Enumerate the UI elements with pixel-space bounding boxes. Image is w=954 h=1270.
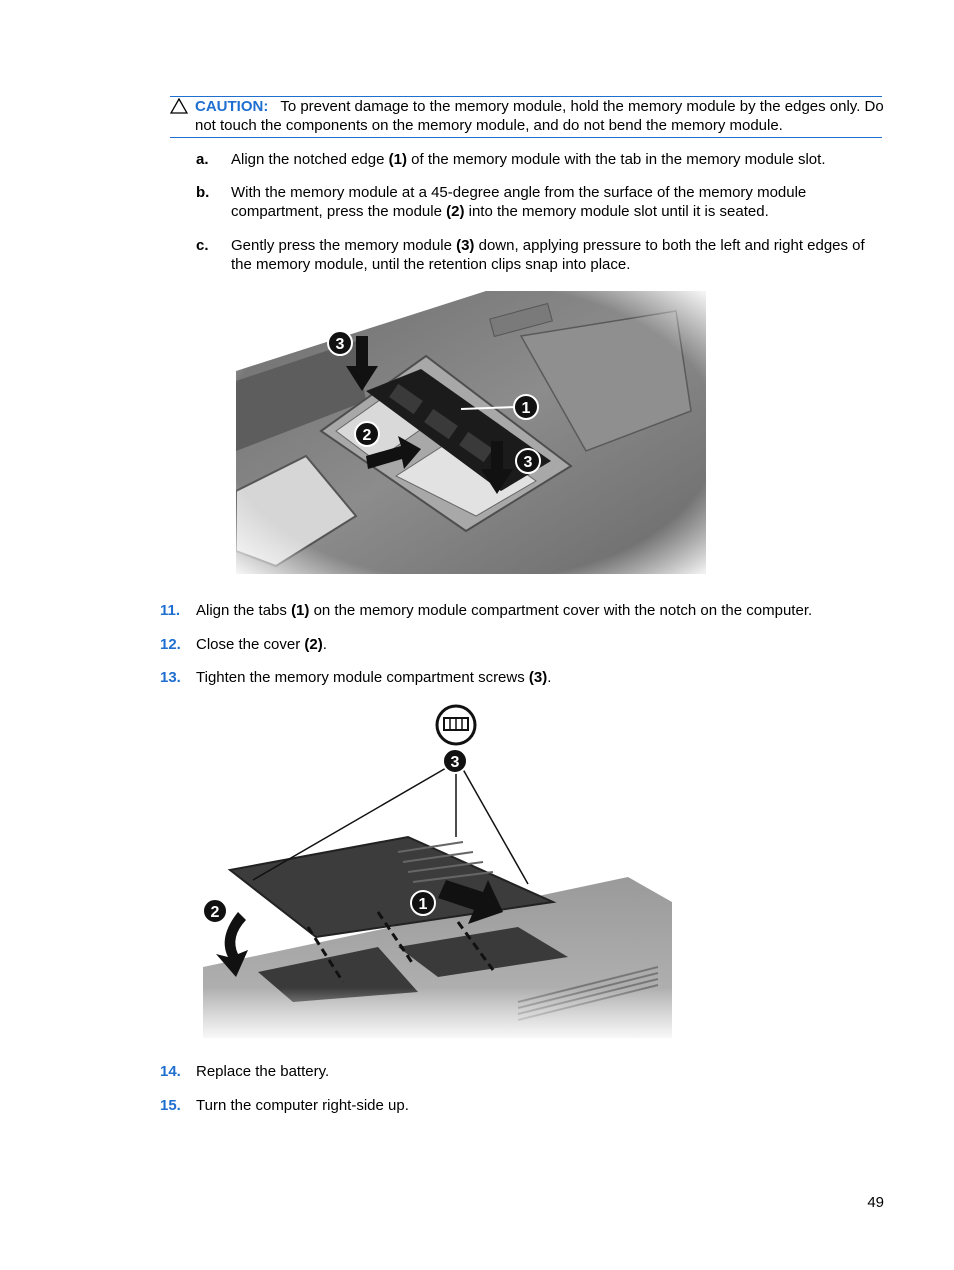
step-15 [160, 1096, 890, 1116]
compartment-cover-figure [198, 702, 672, 1038]
step-number: 15. [160, 1097, 181, 1114]
step-14 [160, 1062, 890, 1082]
step-number: 12. [160, 636, 181, 653]
step-text: Align the tabs (1) on the memory module compartment cover with the notch on the computer. [196, 602, 813, 619]
memory-module-install-figure [236, 291, 706, 574]
substep-c [196, 236, 886, 276]
substep-text: With the memory module at a 45-degree angle from the surface of the memory module compartment, press the module (2) into the memory module slot until it is seated. [231, 184, 807, 220]
step-number: 13. [160, 669, 181, 686]
substep-letter: b. [196, 184, 210, 201]
step-number: 14. [160, 1063, 181, 1080]
caution-box [170, 96, 882, 138]
caution-text [195, 97, 885, 135]
memory-module-install-illustration [236, 291, 706, 574]
step-number: 11. [160, 602, 181, 619]
step-11 [160, 601, 890, 621]
step-text: Replace the battery. [196, 1063, 330, 1080]
step-text: Tighten the memory module compartment screws (3). [196, 669, 552, 686]
warning-triangle-icon [170, 98, 188, 114]
substep-b [196, 183, 886, 223]
substep-letter: c. [196, 237, 209, 254]
substep-a [196, 150, 886, 170]
substep-text: Align the notched edge (1) of the memory module with the tab in the memory module slot. [231, 151, 826, 168]
step-text: Close the cover (2). [196, 636, 327, 653]
step-12 [160, 635, 890, 655]
caution-label: CAUTION: [195, 98, 269, 115]
step-text: Turn the computer right-side up. [196, 1097, 409, 1114]
compartment-cover-illustration [198, 702, 672, 1038]
substep-text: Gently press the memory module (3) down, applying pressure to both the left and right edges of the memory module, until the retention clips snap into place. [231, 237, 865, 273]
substep-letter: a. [196, 151, 209, 168]
caution-body: To prevent damage to the memory module, hold the memory module by the edges only. Do not touch the components on the memory module, and do not bend the memory module. [195, 98, 884, 134]
step-13 [160, 668, 890, 688]
page-number: 49 [867, 1194, 884, 1211]
